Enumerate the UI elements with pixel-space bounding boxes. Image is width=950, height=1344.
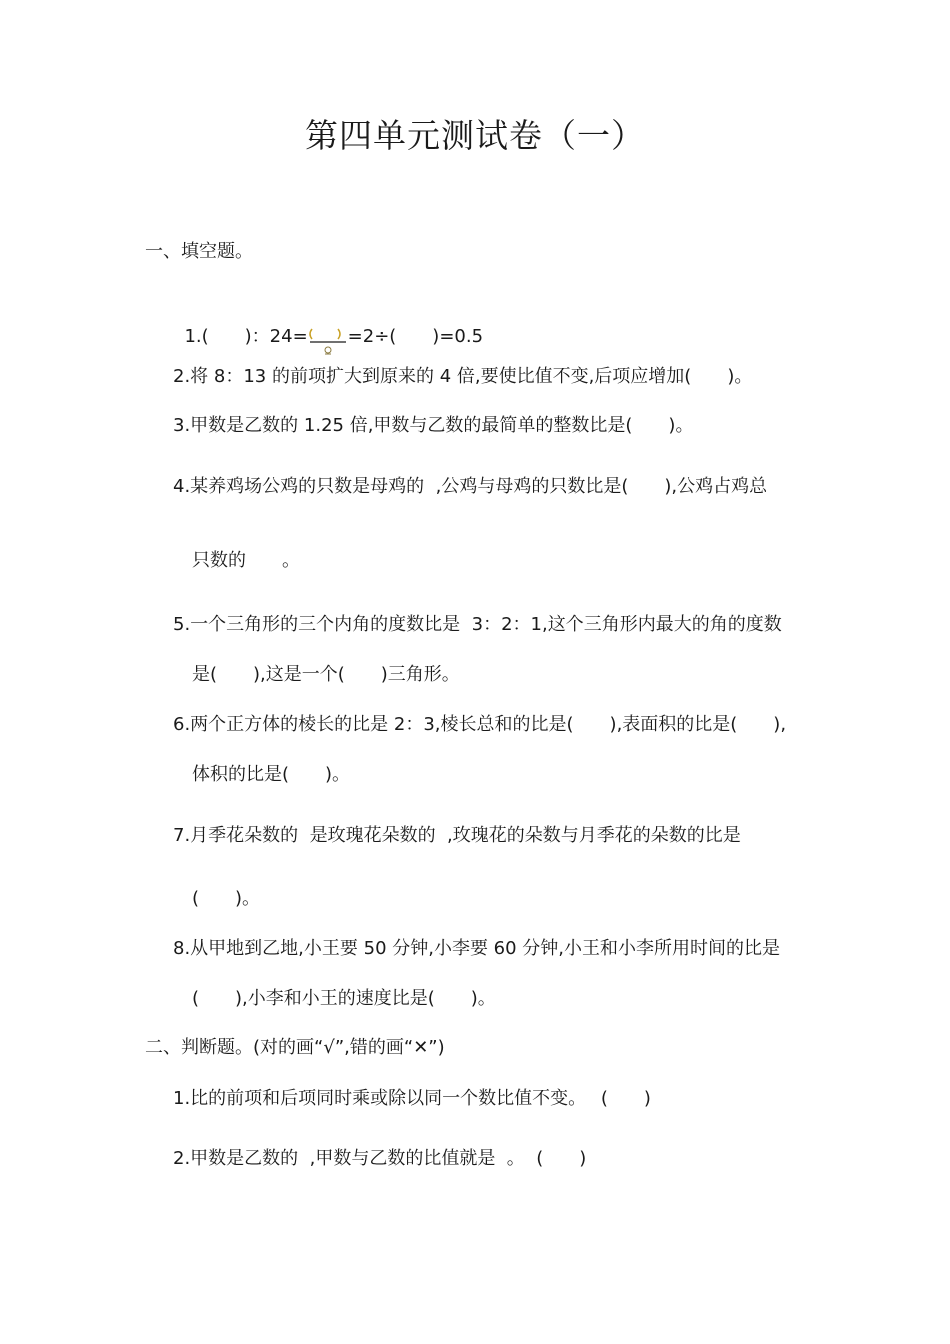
question-1 [173,301,483,349]
judge-question-1: 1.比的前项和后项同时乘或除以同一个数比值不变。 ( ) [173,1088,651,1109]
section-fill-heading: 一、填空题。 [145,241,253,262]
question-1-part-a: 1.( )：24= [184,326,308,347]
fraction-blank-icon [308,323,348,347]
question-7-line-2: ( )。 [192,888,261,909]
page-title: 第四单元测试卷（一） [305,116,645,155]
question-7-line-1: 7.月季花朵数的 是玫瑰花朵数的 ,玫瑰花的朵数与月季花的朵数的比是 [173,825,741,846]
question-3: 3.甲数是乙数的 1.25 倍,甲数与乙数的最简单的整数比是( )。 [173,415,694,436]
question-5-line-2: 是( ),这是一个( )三角形。 [192,664,460,685]
question-1-part-b: =2÷( )=0.5 [347,326,484,347]
question-5-line-1: 5.一个三角形的三个内角的度数比是 3：2：1,这个三角形内最大的角的度数 [173,614,782,635]
question-6-line-2: 体积的比是( )。 [192,764,351,785]
question-6-line-1: 6.两个正方体的棱长的比是 2：3,棱长总和的比是( ),表面积的比是( ), [173,714,787,735]
question-4-line-1: 4.某养鸡场公鸡的只数是母鸡的 ,公鸡与母鸡的只数比是( ),公鸡占鸡总 [173,476,768,497]
question-4-line-2: 只数的 。 [192,550,300,571]
question-2: 2.将 8：13 的前项扩大到原来的 4 倍,要使比值不变,后项应增加( )。 [173,366,753,387]
judge-question-2: 2.甲数是乙数的 ,甲数与乙数的比值就是 。 ( ) [173,1148,587,1169]
section-judge-heading: 二、判断题。(对的画“√”,错的画“✕”) [145,1037,445,1058]
question-8-line-1: 8.从甲地到乙地,小王要 50 分钟,小李要 60 分钟,小王和小李所用时间的比是 [173,938,781,959]
question-8-line-2: ( ),小李和小王的速度比是( )。 [192,988,496,1009]
